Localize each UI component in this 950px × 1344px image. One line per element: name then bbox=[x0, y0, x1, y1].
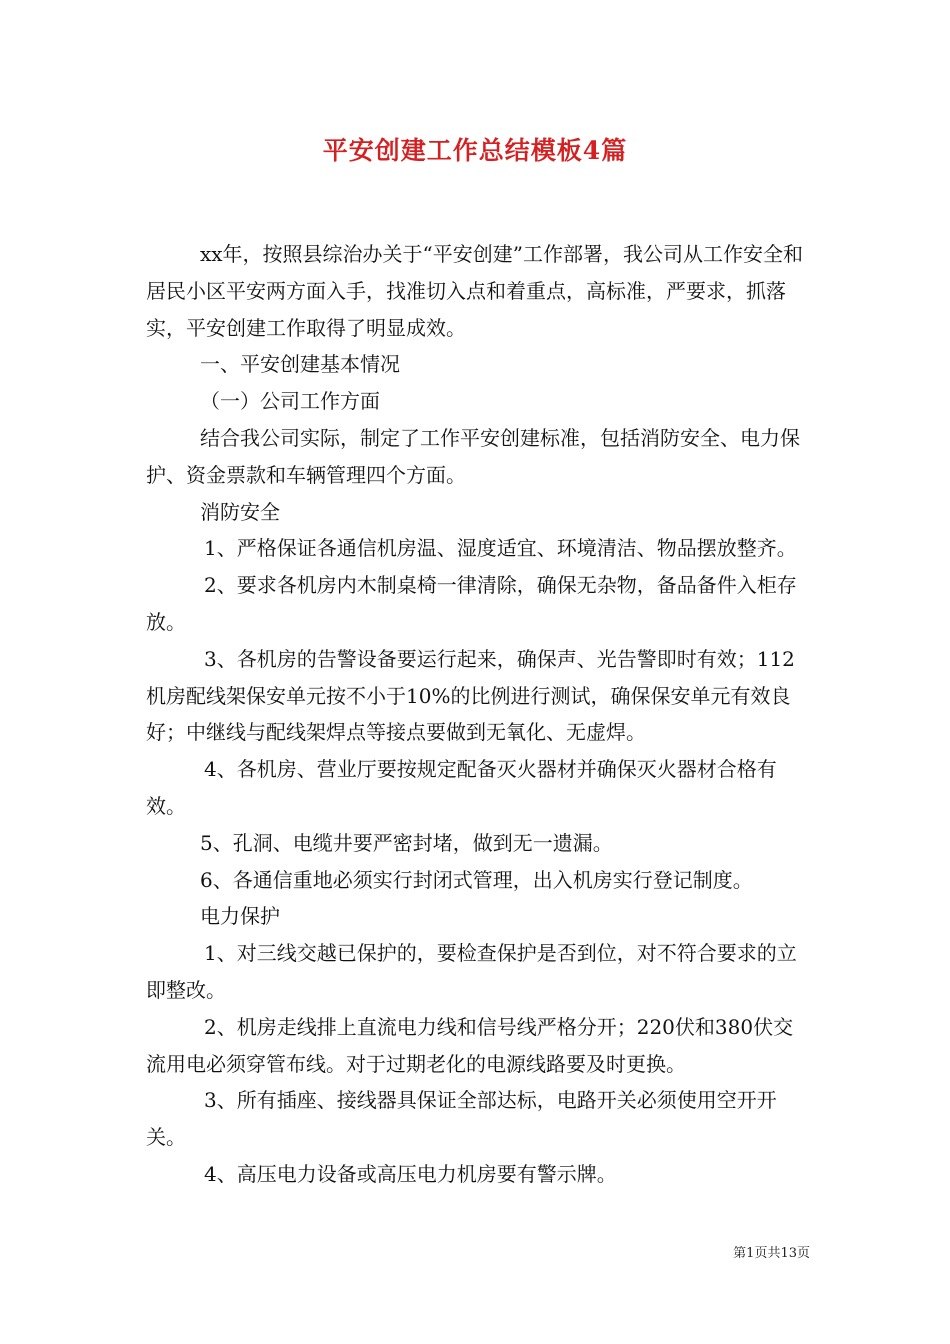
list-item: 2、机房走线排上直流电力线和信号线严格分开；220伏和380伏交流用电必须穿管布线。对于过期老化的电源线路要及时更换。 bbox=[146, 1014, 794, 1076]
category-heading-power-protection: 电力保护 bbox=[200, 904, 280, 929]
intro-paragraph: xx年，按照县综治办关于“平安创建”工作部署，我公司从工作安全和居民小区平安两方面入手，找准切入点和着重点，高标准，严要求，抓落实，平安创建工作取得了明显成效。 bbox=[146, 242, 804, 340]
section-heading: 一、平安创建基本情况 bbox=[200, 352, 400, 377]
list-item: 4、各机房、营业厅要按规定配备灭火器材并确保灭火器材合格有效。 bbox=[146, 757, 777, 818]
document-title: 平安创建工作总结模板4篇 bbox=[322, 136, 628, 165]
page-number: 第1页共13页 bbox=[733, 1246, 810, 1261]
list-item: 1、对三线交越已保护的，要检查保护是否到位，对不符合要求的立即整改。 bbox=[146, 941, 797, 1002]
list-item: 3、各机房的告警设备要运行起来，确保声、光告警即时有效；112机房配线架保安单元按不小于10%的比例进行测试，确保保安单元有效良好；中继线与配线架焊点等接点要做到无氧化、无虚焊。 bbox=[146, 646, 795, 745]
list-item: 6、各通信重地必须实行封闭式管理，出入机房实行登记制度。 bbox=[200, 867, 753, 892]
list-item: 5、孔洞、电缆井要严密封堵，做到无一遗漏。 bbox=[200, 830, 613, 855]
category-heading-fire-safety: 消防安全 bbox=[200, 499, 280, 524]
list-item: 1、严格保证各通信机房温、湿度适宜、环境清洁、物品摆放整齐。 bbox=[204, 536, 797, 561]
list-item: 4、高压电力设备或高压电力机房要有警示牌。 bbox=[204, 1161, 617, 1186]
subsection-heading: （一）公司工作方面 bbox=[200, 389, 380, 414]
list-item: 3、所有插座、接线器具保证全部达标，电路开关必须使用空开开关。 bbox=[146, 1088, 777, 1150]
document-body bbox=[146, 236, 810, 1193]
paragraph: 结合我公司实际，制定了工作平安创建标准，包括消防安全、电力保护、资金票款和车辆管理四个方面。 bbox=[146, 425, 800, 487]
list-item: 2、要求各机房内木制桌椅一律清除，确保无杂物，备品备件入柜存放。 bbox=[146, 573, 797, 634]
